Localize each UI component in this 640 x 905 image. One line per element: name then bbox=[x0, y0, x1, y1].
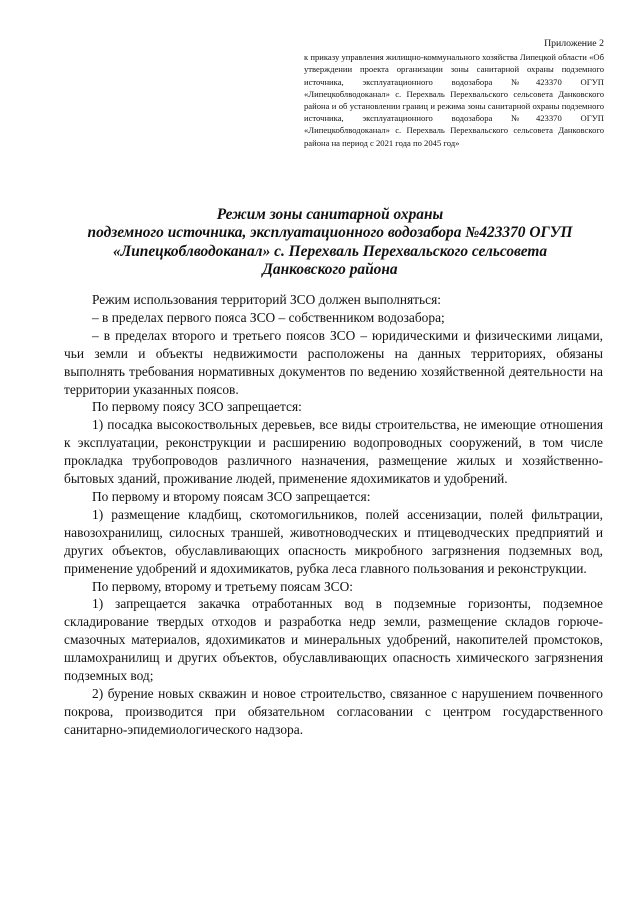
paragraph-first-second-item-1: 1) размещение кладбищ, скотомогильников, полей ассенизации, полей фильтрации, навозохранилищ, силосных траншей, животноводческих и птицеводческих предприятий и других объектов, обуславливающих опасность микробного загрязнения подземных вод, применение удобрений и ядохимикатов, рубка леса главного пользования и реконструкции. bbox=[64, 506, 603, 576]
paragraph-first-second-heading: По первому и второму поясам ЗСО запрещается: bbox=[92, 488, 371, 504]
paragraph-all-belts-heading: По первому, второму и третьему поясам ЗСО: bbox=[92, 578, 353, 594]
document-body bbox=[64, 291, 603, 739]
appendix-label: Приложение 2 bbox=[544, 38, 604, 49]
title-line-1: Режим зоны санитарной охраны bbox=[216, 206, 444, 223]
paragraph-intro: Режим использования территорий ЗСО должен выполняться: bbox=[92, 292, 441, 307]
paragraph-all-belts-item-1: 1) запрещается закачка отработанных вод в подземные горизонты, подземное складирование твердых отходов и разработка недр земли, размещение складов горюче-смазочных материалов, ядохимикатов и минеральных удобрений, накопителей промстоков, шламохранилищ и других объектов, обуславливающих опасность химического загрязнения подземных вод; bbox=[64, 596, 603, 684]
paragraph-all-belts-item-2: 2) бурение новых скважин и новое строительство, связанное с нарушением почвенного покрова, производится при обязательном согласовании с центром государственного санитарно-эпидемиологического надзора. bbox=[64, 685, 603, 737]
paragraph-first-belt-item-1: 1) посадка высокоствольных деревьев, все виды строительства, не имеющие отношения к эксплуатации, реконструкции и расширению водопроводных сооружений, в том числе прокладка трубопроводов различного назначения, размещение жилых и хозяйственно-бытовых зданий, проживание людей, применение ядохимикатов и удобрений. bbox=[64, 417, 603, 487]
appendix-block bbox=[304, 38, 604, 149]
appendix-text: к приказу управления жилищно-коммунального хозяйства Липецкой области «Об утверждении проекта организации зоны санитарной охраны подземного источника, эксплуатационного водозабора №423370 ОГУП «Липецкоблводоканал» с. Перехваль Перехвальского сельсовета Данковского района и об установлении границ и режима зоны санитарной охраны подземного источника, эксплуатационного водозабора №423370 ОГУП «Липецкоблводоканал» с. Перехваль Перехвальского сельсовета Данковского района на период с 2021 года по 2045 год» bbox=[304, 52, 604, 148]
list-item-second-third-belt: – в пределах второго и третьего поясов ЗСО – юридическими и физическими лицами, чьи земли и объекты недвижимости расположены на данных территориях, обязаны выполнять требования нормативных документов по ведению хозяйственной деятельности на территории указанных поясов. bbox=[64, 327, 603, 397]
title-line-2: подземного источника, эксплуатационного водозабора №423370 ОГУП bbox=[87, 224, 573, 242]
document-title bbox=[60, 206, 600, 280]
title-line-3: «Липецкоблводоканал» с. Перехваль Перехвальского сельсовета bbox=[112, 242, 548, 260]
paragraph-first-belt-heading: По первому поясу ЗСО запрещается: bbox=[92, 399, 302, 415]
title-line-4: Данковского района bbox=[262, 261, 398, 279]
list-item-first-belt: – в пределах первого пояса ЗСО – собственником водозабора; bbox=[92, 309, 445, 325]
